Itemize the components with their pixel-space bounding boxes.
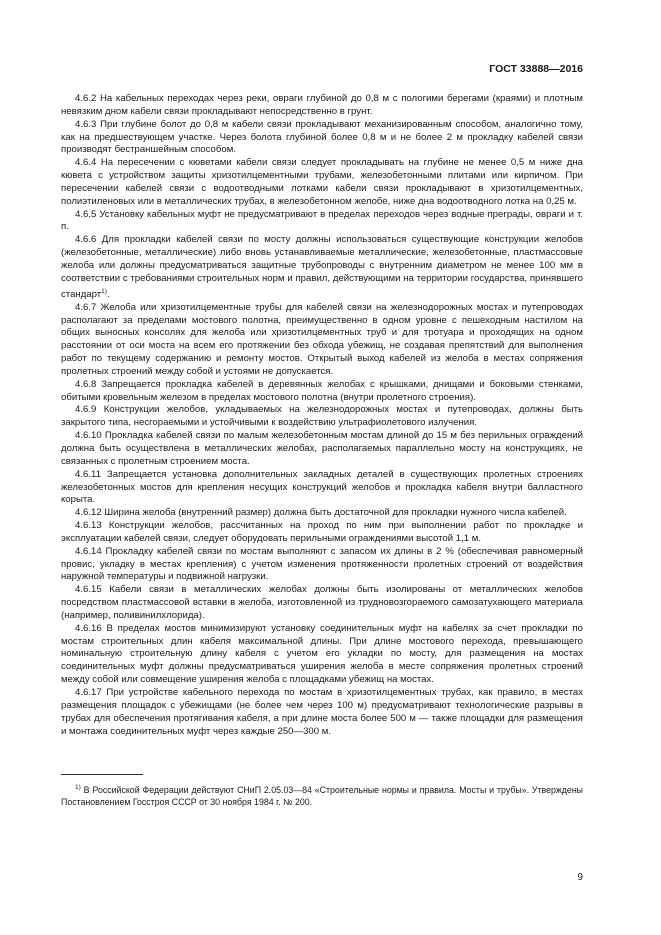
- footnote-text: В Российской Федерации действуют СНиП 2.05.03—84 «Строительные нормы и правила. Мосты и трубы». Утверждены Постановлением Госстроя СССР от 30 ноября 1984 г. № 200.: [61, 784, 583, 808]
- footnote-marker: 1): [75, 784, 81, 791]
- paragraph-4-6-4: 4.6.4 На пересечении с кюветами кабели связи следует прокладывать на глубине не менее 0,5 м ниже дна кювета с устройством защиты хризотилцементными трубами, железобетонными плитами или кирпичом. При пересечении кабелей связи с водоотводными лотками кабели связи прокладывают в хризотилцементных, полиэтиленовых или в металлических трубах, в железобетонном желобе, ниже дна водоотводного лотка на 0,25 м.: [61, 157, 583, 207]
- paragraph-4-6-7: 4.6.7 Желоба или хризотилцементные трубы для кабелей связи на железнодорожных мостах и путепроводах располагают за пределами мостового полотна, преимущественно в одном уровне с пешеходным настилом на общих выносных консолях для желоба или хризотилцементных труб и для тротуара и проходящих на одном расстоянии от оси моста на всем его протяжении без обхода убежищ, не создавая препятствий для выполнения работ по текущему содержанию и ремонту мостов. Открытый выход кабелей из желоба в местах сопряжения пролетных строений между собой и устоями не допускается.: [61, 301, 583, 377]
- paragraph-4-6-13: 4.6.13 Конструкции желобов, рассчитанных на проход по ним при выполнении работ по прокладке и эксплуатации кабелей связи, следует оборудовать перильными ограждениями высотой 1,1 м.: [61, 520, 583, 544]
- page-number: 9: [577, 872, 583, 883]
- paragraph-4-6-16: 4.6.16 В пределах мостов минимизируют установку соединительных муфт на кабелях за счет прокладки по мостам строительных длин кабеля максимальной длины. При длине мостового перехода, превышающего номинальную строительную длину кабеля с учетом его укладки по мосту, для размещения на мостах соединительных муфт должны предусматриваться уширения желоба в месте сопряжения пролетных строений между собой или совмещение уширения желоба с площадками убежищ на мостах.: [61, 622, 583, 686]
- paragraph-4-6-15: 4.6.15 Кабели связи в металлических желобах должны быть изолированы от металлических желобов посредством пластмассовой вставки в желоба, изготовленной из трудновозгораемого самозатухающего материала (например, поливинилхлорида).: [61, 584, 583, 621]
- paragraph-4-6-14: 4.6.14 Прокладку кабелей связи по мостам выполняют с запасом их длины в 2 % (обеспечивая равномерный провис, укладку в местах крепления) с учетом изменения протяженности пролетных строений от воздействия наружной температуры и подвижной нагрузки.: [61, 545, 583, 583]
- paragraph-4-6-2: 4.6.2 На кабельных переходах через реки, овраги глубиной до 0,8 м с пологими берегами (краями) и плотным невязким дном кабели связи прокладывают непосредственно в грунт.: [61, 93, 583, 117]
- paragraph-4-6-8: 4.6.8 Запрещается прокладка кабелей в деревянных желобах с крышками, днищами и боковыми стенками, обитыми кровельным железом в пределах мостового полотна (внутри пролетного строения).: [61, 378, 583, 403]
- footnote-divider: [61, 774, 143, 775]
- footnote: [61, 782, 583, 808]
- paragraph-4-6-12: 4.6.12 Ширина желоба (внутренний размер) должна быть достаточной для прокладки нужного числа кабелей.: [75, 507, 567, 519]
- paragraph-4-6-11: 4.6.11 Запрещается установка дополнительных закладных деталей в существующих пролетных строениях железобетонных мостов для крепления несущих конструкций желобов и прокладка кабеля внутри балластного корыта.: [61, 468, 583, 506]
- paragraph-4-6-17: 4.6.17 При устройстве кабельного перехода по мостам в хризотилцементных трубах, как правило, в местах размещения площадок с убежищами (не более чем через 100 м) предусматривают технологические разрывы в трубах для обеспечения протягивания кабеля, а при длине моста более 500 м — также площадки для размещения и монтажа соединительных муфт через каждые 250—300 м.: [61, 687, 583, 737]
- document-body: [61, 93, 583, 738]
- document-header: ГОСТ 33888—2016: [489, 63, 583, 75]
- paragraph-4-6-5: 4.6.5 Установку кабельных муфт не предусматривают в пределах переходов через водные преграды, овраги и т. п.: [61, 208, 583, 233]
- paragraph-4-6-6-end: .: [106, 288, 110, 300]
- footnote-reference[interactable]: 1): [101, 287, 107, 295]
- paragraph-4-6-6-text: 4.6.6 Для прокладки кабелей связи по мосту должны использоваться существующие конструкции желобов (железобетонные, металлические) либо вновь устанавливаемые металлические, железобетонные, пластмассовые желоба или должны предусматриваться защитные трубопроводы с внутренним диаметром не менее 100 мм в соответствии с требованиями строительных норм и правил, действующими на территории государства, принявшего стандарт: [61, 234, 583, 300]
- paragraph-4-6-3: 4.6.3 При глубине болот до 0,8 м кабели связи прокладывают механизированным способом, аналогично тому, как на предшествующем участке. Через болота глубиной более 0,8 м и не более 2 м прокладку кабелей связи производят бестраншейным способом.: [61, 118, 583, 156]
- footnote-paragraph: [61, 782, 583, 808]
- paragraph-4-6-10: 4.6.10 Прокладка кабелей связи по малым железобетонным мостам длиной до 15 м без перильных ограждений должна быть осуществлена в металлических желобах, располагаемых параллельно мосту на конструкциях, не связанных с пролетным строением моста.: [61, 430, 583, 467]
- paragraph-4-6-9: 4.6.9 Конструкции желобов, укладываемых на железнодорожных мостах и путепроводах, должны быть закрытого типа, несгораемыми и устойчивыми к воздействию ультрафиолетового излучения.: [61, 404, 583, 429]
- paragraph-4-6-6: [61, 234, 583, 301]
